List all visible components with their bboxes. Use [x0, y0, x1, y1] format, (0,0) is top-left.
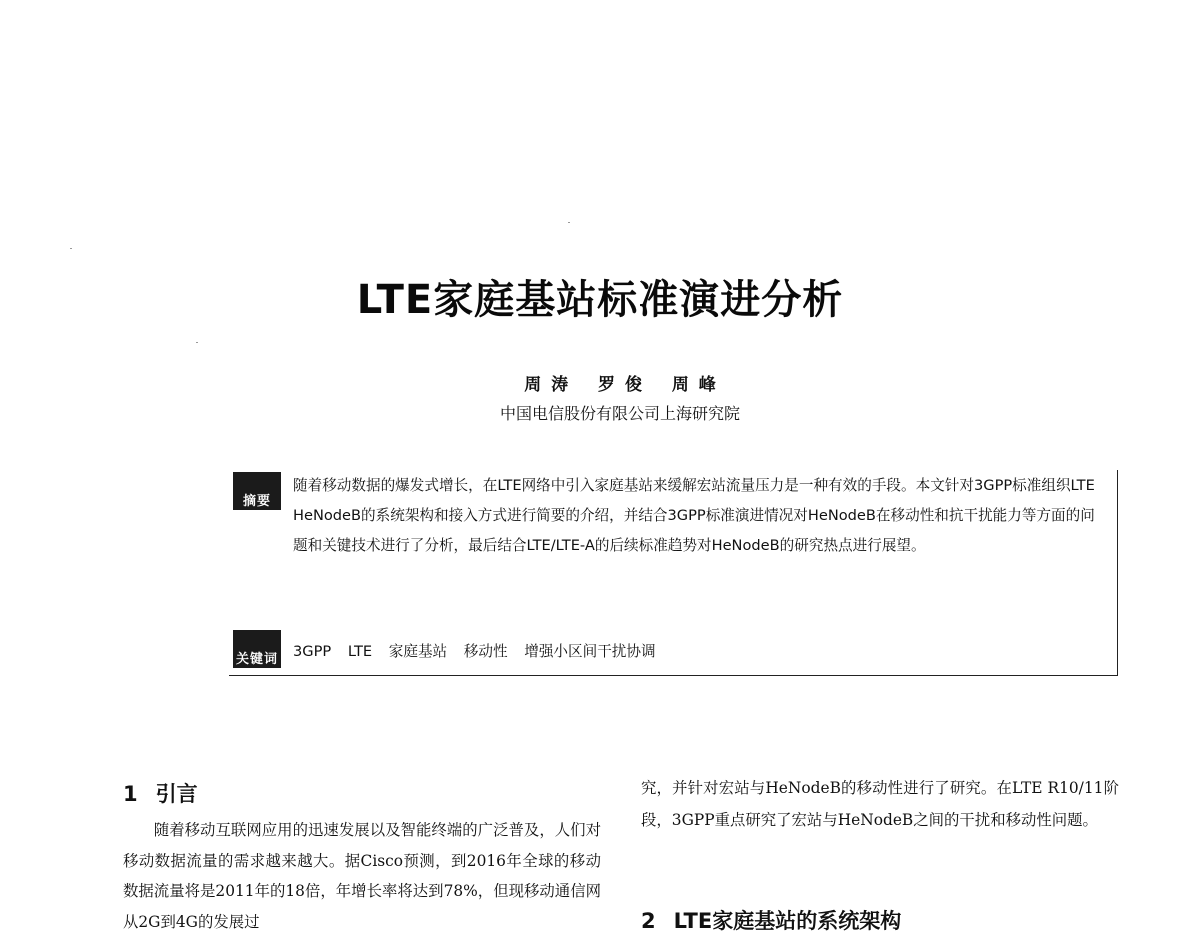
keyword: LTE [347, 643, 373, 660]
section-number: 2 [641, 909, 656, 933]
section-title: 引言 [155, 782, 198, 806]
keyword: 3GPP [293, 643, 332, 660]
scan-speck [70, 248, 72, 249]
abstract-label: 摘要 [233, 472, 281, 510]
author-list [0, 370, 1200, 395]
author: 周 涛 [524, 375, 569, 395]
author: 周 峰 [671, 375, 716, 395]
keywords-label: 关键词 [233, 630, 281, 668]
keyword-list [293, 640, 668, 661]
section-title: LTE家庭基站的系统架构 [673, 909, 902, 933]
section-body-right: 究，并针对宏站与HeNodeB的移动性进行了研究。在LTE R10/11阶段，3GPP重点研究了宏站与HeNodeB之间的干扰和移动性问题。 [641, 779, 1119, 829]
section-heading [123, 778, 198, 808]
keyword: 移动性 [463, 643, 508, 660]
author: 罗 俊 [598, 375, 642, 395]
paper-title: LTE家庭基站标准演进分析 [356, 277, 844, 323]
section-body-left: 随着移动互联网应用的迅速发展以及智能终端的广泛普及，人们对移动数据流量的需求越来越大。据Cisco预测，到2016年全球的移动数据流量将是2011年的18倍，年增长率将达到78%，但现移动通信网从2G到4G的发展过 [123, 821, 601, 931]
scan-speck [196, 342, 198, 343]
scan-speck [568, 222, 570, 223]
abstract-text: 随着移动数据的爆发式增长，在LTE网络中引入家庭基站来缓解宏站流量压力是一种有效的手段。本文针对3GPP标准组织LTE HeNodeB的系统架构和接入方式进行简要的介绍，并结合3GPP标准演进情况对HeNodeB在移动性和抗干扰能力等方面的问题和关键技术进行了分析，最后结合LTE/LTE-A的后续标准趋势对HeNodeB的研究热点进行展望。 [293, 477, 1095, 554]
section-number: 1 [123, 782, 138, 806]
affiliation: 中国电信股份有限公司上海研究院 [499, 404, 740, 423]
keyword: 增强小区间干扰协调 [524, 643, 656, 660]
keyword: 家庭基站 [388, 643, 448, 660]
section-heading [641, 905, 901, 935]
